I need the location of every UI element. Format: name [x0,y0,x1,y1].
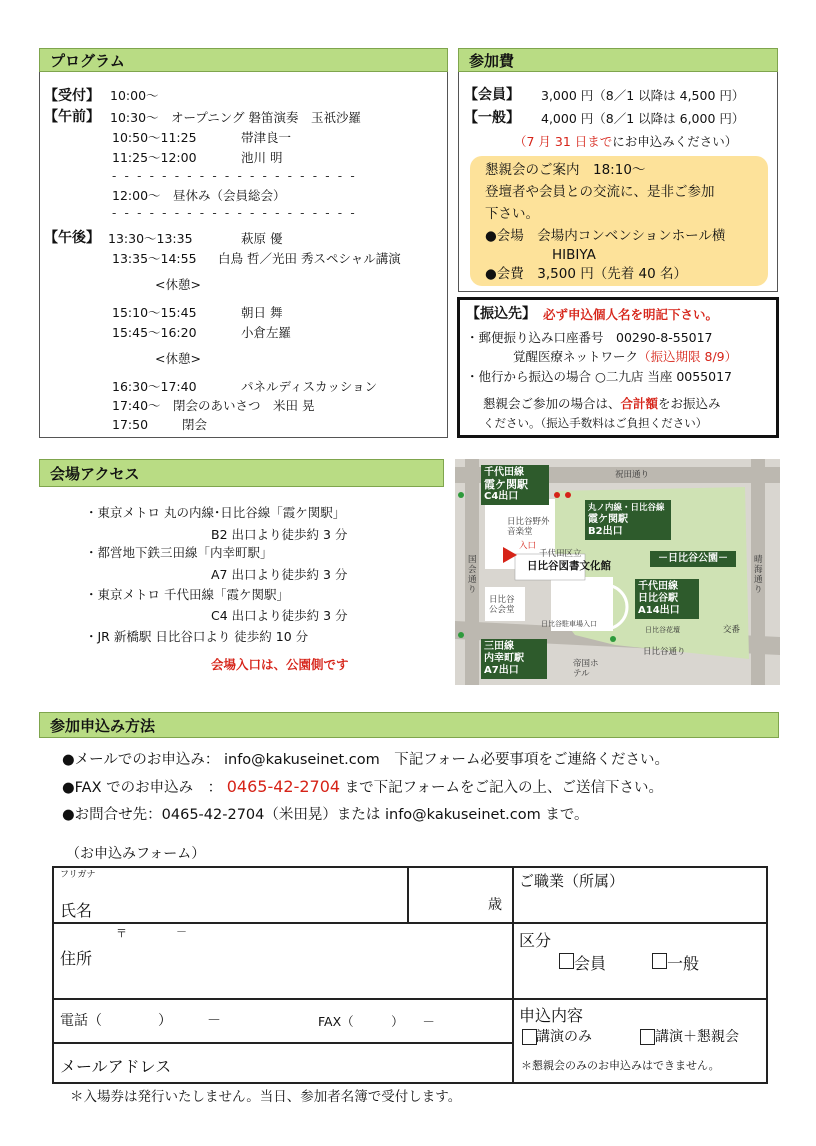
apply-fax-label: ●FAX でのお申込み ： [62,780,223,796]
venue-map [455,459,780,685]
member-label: 【会員】 [464,87,520,103]
map-hibiya-kadan: 日比谷花壇 [645,626,680,634]
pm-first-name: 萩原 優 [241,231,283,246]
lecture-only-label: 講演のみ [536,1029,592,1045]
break-label: <休憩> [155,351,201,366]
panel-time: 16:30～17:40 [112,379,197,394]
map-label-line: 三田線 [484,641,514,652]
apply-content-label: 申込内容 [519,1006,584,1025]
footer-note: ＊入場券は発行いたしません。当日、参加者名簿で受付します。 [70,1089,462,1105]
map-label-chiyoda-a14 [635,579,699,619]
apply-email: ●メールでのお申込み： info@kakuseinet.com 下記フォーム必要事項をご連絡ください。 [62,752,669,768]
apply-header: 参加申込み方法 [39,712,779,738]
map-label-line: 日比谷駅 [638,593,678,604]
map-koban: 交番 [723,625,741,635]
map-road-right: 晴海通り [754,555,763,595]
address-label: 住所 [60,949,93,968]
form-caption: （お申込みフォーム） [66,846,206,862]
access-line: C4 出口より徒歩約 3 分 [211,608,348,623]
lecture-party-checkbox[interactable] [640,1029,655,1045]
access-header: 会場アクセス [39,459,444,487]
transfer-note-red: 合計額 [620,396,659,411]
pm-row-name: 朝日 舞 [241,305,283,320]
map-label-line: 霞ケ関駅 [484,478,528,491]
party-fee: ●会費 3,500 円（先着 40 名） [485,266,687,282]
general-label: 【一般】 [464,110,520,126]
map-concert: 日比谷野外音楽堂 [507,517,550,537]
pm-row-name: 小倉左羅 [241,325,292,340]
map-label-marunouchi-b2 [585,500,671,540]
map-label-line: 内幸町駅 [484,653,524,664]
general-checkbox[interactable] [652,953,667,969]
fax-label: FAX（ ） － [318,1014,435,1029]
occupation-label: ご職業（所属） [519,872,625,890]
access-line: ・都営地下鉄三田線「内幸町駅」 [85,545,273,560]
map-library: 日比谷図書文化館 [527,560,611,572]
name-label: 氏名 [60,901,93,920]
map-park-label: －日比谷公園－ [650,551,736,567]
pm-row-time: 15:10～15:45 [112,305,197,320]
map-label-line: C4出口 [484,491,519,502]
program-header: プログラム [39,48,448,72]
transfer-title-note: 必ず申込個人名を明記下さい。 [543,307,719,322]
party-venue2: HIBIYA [552,247,596,263]
lunch-break: 12:00～ 昼休み（会員総会） [112,188,286,203]
transfer-title: 【振込先】 [466,306,536,322]
email-label: メールアドレス [60,1057,172,1076]
party-venue: ●会場 会場内コンベンションホール横 [485,228,726,244]
transfer-note-2: ください。（振込手数料はご負担ください） [483,416,708,430]
map-road-left: 国会通り [468,555,477,595]
map-label-line: 霞ケ関駅 [588,514,628,525]
map-parking: 日比谷駐車場入口 [541,620,597,628]
map-road-top: 祝田通り [615,470,650,480]
postal-deadline: （振込期限 8/9） [638,349,738,364]
transfer-note-a: 懇親会ご参加の場合は、 [483,396,621,411]
map-label-line: 千代田線 [638,581,678,592]
pm-first-time: 13:30～13:35 [108,231,193,246]
party-line2: 下さい。 [485,206,539,222]
postal-account: ・郵便振り込み口座番号 00290-8-55017 [466,330,713,345]
access-line: B2 出口より徒歩約 3 分 [211,527,348,542]
transfer-note [483,396,721,412]
party-line1: 登壇者や会員との交流に、是非ご参加 [485,184,715,200]
panel-name: パネルディスカッション [241,379,378,394]
closing-greeting: 17:40～ 閉会のあいさつ 米田 晃 [112,398,315,413]
form-name-cell[interactable] [52,866,409,924]
close-time: 17:50 [112,417,149,432]
lecture-only-checkbox[interactable] [522,1029,537,1045]
access-line: ・東京メトロ 千代田線「霞ケ関駅」 [85,587,289,602]
map-library-small: 千代田区立 [539,549,582,559]
apply-fax [62,778,663,797]
access-line: ・JR 新橋駅 日比谷口より 徒歩約 10 分 [85,629,309,644]
break-label: <休憩> [155,277,201,292]
map-label-line: A14出口 [638,605,680,616]
phone-label: 電話（ ） － [60,1013,221,1029]
furigana-label: フリガナ [60,870,96,880]
separator: - - - - - - - - - - - - - - - - - - - - [112,206,357,220]
member-price: 3,000 円（8／1 以降は 4,500 円） [541,88,745,103]
map-entrance: 入口 [519,541,537,551]
entrance-note: 会場入口は、公園側です [211,657,349,672]
map-label-mita-a7 [481,639,547,679]
general-option-label: 一般 [667,954,700,973]
party-only-note: ＊懇親会のみのお申込みはできません。 [521,1059,720,1072]
map-hotel: 帝国ホテル [573,659,599,679]
close-name: 閉会 [182,417,208,432]
apply-fax-number: 0465-42-2704 [226,777,341,796]
am-row-name: 帯津良一 [241,130,292,145]
apply-fax-rest: まで下記フォームをご記入の上、ご送信下さい。 [344,780,663,796]
member-option-label: 会員 [574,954,607,973]
map-label-line: 丸ノ内線・日比谷線 [588,503,665,513]
deadline-note [514,134,737,150]
am-first: 10:30～ オープニング 磐笛演奏 玉祇沙羅 [110,110,361,125]
general-price: 4,000 円（8／1 以降は 6,000 円） [541,111,745,126]
map-label-line: A7出口 [484,665,519,676]
member-checkbox[interactable] [559,953,574,969]
deadline-rest: にお申込みください） [612,134,738,149]
party-title: 懇親会のご案内 18:10～ [485,162,646,178]
map-public-hall: 日比谷公会堂 [489,595,515,615]
special-time: 13:35～14:55 [112,251,197,266]
pm-label: 【午後】 [44,230,100,246]
postal-name: 覚醒医療ネットワーク [513,349,639,364]
map-label-chiyoda-c4 [481,465,549,505]
reception-label: 【受付】 [44,88,100,104]
lecture-party-label: 講演＋懇親会 [655,1029,739,1045]
am-row-time: 10:50～11:25 [112,130,197,145]
postal-name-line [513,349,737,365]
fee-header: 参加費 [458,48,778,72]
am-row-name: 池川 明 [241,150,283,165]
apply-inquiry: ●お問合せ先：0465-42-2704（米田晃）または info@kakuseinet.com まで。 [62,807,589,823]
map-label-line: B2出口 [588,526,623,537]
am-label: 【午前】 [44,109,100,125]
access-line: A7 出口より徒歩約 3 分 [211,567,348,582]
category-label: 区分 [519,931,552,950]
other-bank: ・他行から振込の場合 ○二九店 当座 0055017 [466,369,732,384]
postal-mark: 〒 [116,927,127,940]
postal-dash: － [176,925,187,938]
transfer-note-b: をお振込み [658,396,721,411]
separator: - - - - - - - - - - - - - - - - - - - - [112,169,357,183]
am-row-time: 11:25～12:00 [112,150,197,165]
access-line: ・東京メトロ 丸の内線･日比谷線「霞ケ関駅」 [85,505,346,520]
map-road-bottom: 日比谷通り [643,647,686,657]
special-name: 白鳥 哲／光田 秀スペシャル講演 [218,251,401,266]
age-label: 歳 [488,897,502,913]
map-label-line: 千代田線 [484,467,524,478]
reception-time: 10:00～ [110,88,159,103]
deadline-red: （7 月 31 日まで [514,134,613,149]
pm-row-time: 15:45～16:20 [112,325,197,340]
